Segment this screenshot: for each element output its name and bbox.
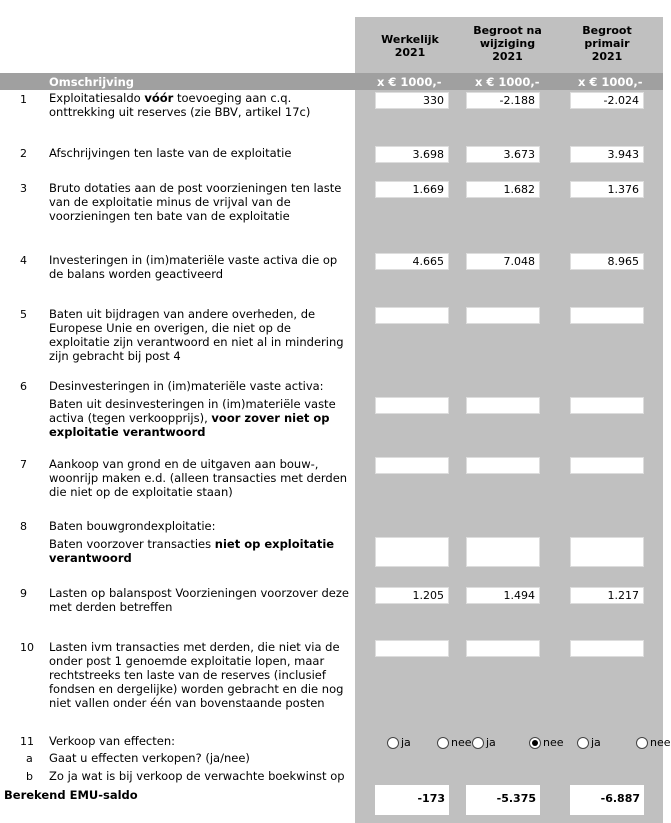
omschrijving-label: Omschrijving (49, 75, 135, 89)
radio-ja-col1[interactable]: ja (387, 736, 411, 749)
value-input[interactable] (375, 640, 449, 657)
value-input[interactable]: 1.217 (570, 587, 644, 604)
unit-label-2: x € 1000,- (475, 75, 540, 89)
col-header-begroot-primair: Begroot primair 2021 (582, 24, 632, 63)
row-number: 9 (20, 587, 27, 600)
value-input[interactable]: -2.188 (466, 92, 540, 109)
row-number: 6 (20, 380, 27, 393)
value-input[interactable]: 3.673 (466, 146, 540, 163)
row-number: 11 (20, 735, 34, 748)
row-number: 5 (20, 308, 27, 321)
col-header-werkelijk: Werkelijk 2021 (381, 33, 439, 59)
sub-letter-a: a (26, 752, 33, 765)
total-value: -6.887 (570, 785, 644, 815)
value-input[interactable] (570, 537, 644, 567)
sub-letter-b: b (26, 770, 33, 783)
col-header-begroot-na-wijziging: Begroot na wijziging 2021 (473, 24, 542, 63)
row-number: 4 (20, 254, 27, 267)
radio-circle-icon (437, 737, 449, 749)
row-number: 3 (20, 182, 27, 195)
sub-description-b: Zo ja wat is bij verkoop de verwachte boekwinst op (49, 769, 345, 783)
values-panel (355, 17, 663, 823)
row-number: 8 (20, 520, 27, 533)
value-input[interactable] (570, 457, 644, 474)
row-description: Afschrijvingen ten laste van de exploitatie (49, 146, 292, 160)
value-input[interactable]: 1.205 (375, 587, 449, 604)
value-input[interactable] (466, 307, 540, 324)
row-number: 10 (20, 641, 34, 654)
value-input[interactable]: 1.669 (375, 181, 449, 198)
radio-circle-icon (472, 737, 484, 749)
unit-label-1: x € 1000,- (377, 75, 442, 89)
row-description: Aankoop van grond en de uitgaven aan bouw-, woonrijp maken e.d. (alleen transacties met derden die niet op de exploitatie staan) (49, 457, 348, 499)
row-number: 2 (20, 147, 27, 160)
row-description: Bruto dotaties aan de post voorzieningen ten laste van de exploitatie minus de vrijval van de voorzieningen ten bate van de exploitatie (49, 181, 342, 223)
row-subdescription: Baten uit desinvesteringen in (im)materiële vaste activa (tegen verkoopprijs), voor zover niet op exploitatie verantwoord (49, 397, 336, 439)
value-input[interactable]: 8.965 (570, 253, 644, 270)
value-input[interactable] (375, 457, 449, 474)
unit-label-3: x € 1000,- (578, 75, 643, 89)
radio-nee-col2[interactable]: nee (529, 736, 564, 749)
radio-nee-col1[interactable]: nee (437, 736, 472, 749)
radio-circle-icon (577, 737, 589, 749)
row-subdescription: Baten voorzover transacties niet op exploitatie verantwoord (49, 537, 335, 565)
row-description: Exploitatiesaldo vóór toevoeging aan c.q. onttrekking uit reserves (zie BBV, artikel 17c) (49, 91, 311, 119)
value-input[interactable] (466, 537, 540, 567)
value-input[interactable]: 330 (375, 92, 449, 109)
total-label: Berekend EMU-saldo (4, 788, 138, 802)
value-input[interactable]: 3.943 (570, 146, 644, 163)
row-number: 1 (20, 93, 27, 106)
value-input[interactable]: 1.494 (466, 587, 540, 604)
value-input[interactable]: 3.698 (375, 146, 449, 163)
value-input[interactable]: 1.376 (570, 181, 644, 198)
radio-ja-col3[interactable]: ja (577, 736, 601, 749)
value-input[interactable]: 7.048 (466, 253, 540, 270)
row-description: Baten uit bijdragen van andere overheden, de Europese Unie en overigen, die niet op de exploitatie zijn verantwoord en niet al in mindering zijn gebracht bij post 4 (49, 307, 344, 363)
row-description: Verkoop van effecten: (49, 734, 175, 748)
value-input[interactable] (466, 457, 540, 474)
value-input[interactable] (570, 640, 644, 657)
radio-circle-icon (387, 737, 399, 749)
header-band (0, 73, 663, 90)
row-description: Lasten op balanspost Voorzieningen voorzover deze met derden betreffen (49, 586, 349, 614)
value-input[interactable] (375, 537, 449, 567)
value-input[interactable] (466, 640, 540, 657)
value-input[interactable] (375, 307, 449, 324)
row-number: 7 (20, 458, 27, 471)
sub-description-a: Gaat u effecten verkopen? (ja/nee) (49, 751, 250, 765)
value-input[interactable]: 4.665 (375, 253, 449, 270)
row-description: Investeringen in (im)materiële vaste activa die op de balans worden geactiveerd (49, 253, 338, 281)
value-input[interactable] (466, 397, 540, 414)
row-description: Lasten ivm transacties met derden, die niet via de onder post 1 genoemde exploitatie lopen, maar rechtstreeks ten laste van de reserves (inclusief fondsen en dergelijke) worden gebracht en die nog niet vallen onder één van bovenstaande posten (49, 640, 344, 710)
total-value: -173 (375, 785, 449, 815)
radio-ja-col2[interactable]: ja (472, 736, 496, 749)
total-value: -5.375 (466, 785, 540, 815)
radio-nee-col3[interactable]: nee (636, 736, 671, 749)
row-description: Desinvesteringen in (im)materiële vaste activa: (49, 379, 324, 393)
radio-selected-icon (529, 737, 541, 749)
radio-circle-icon (636, 737, 648, 749)
value-input[interactable] (570, 397, 644, 414)
value-input[interactable]: -2.024 (570, 92, 644, 109)
value-input[interactable] (375, 397, 449, 414)
value-input[interactable] (570, 307, 644, 324)
value-input[interactable]: 1.682 (466, 181, 540, 198)
row-description: Baten bouwgrondexploitatie: (49, 519, 216, 533)
